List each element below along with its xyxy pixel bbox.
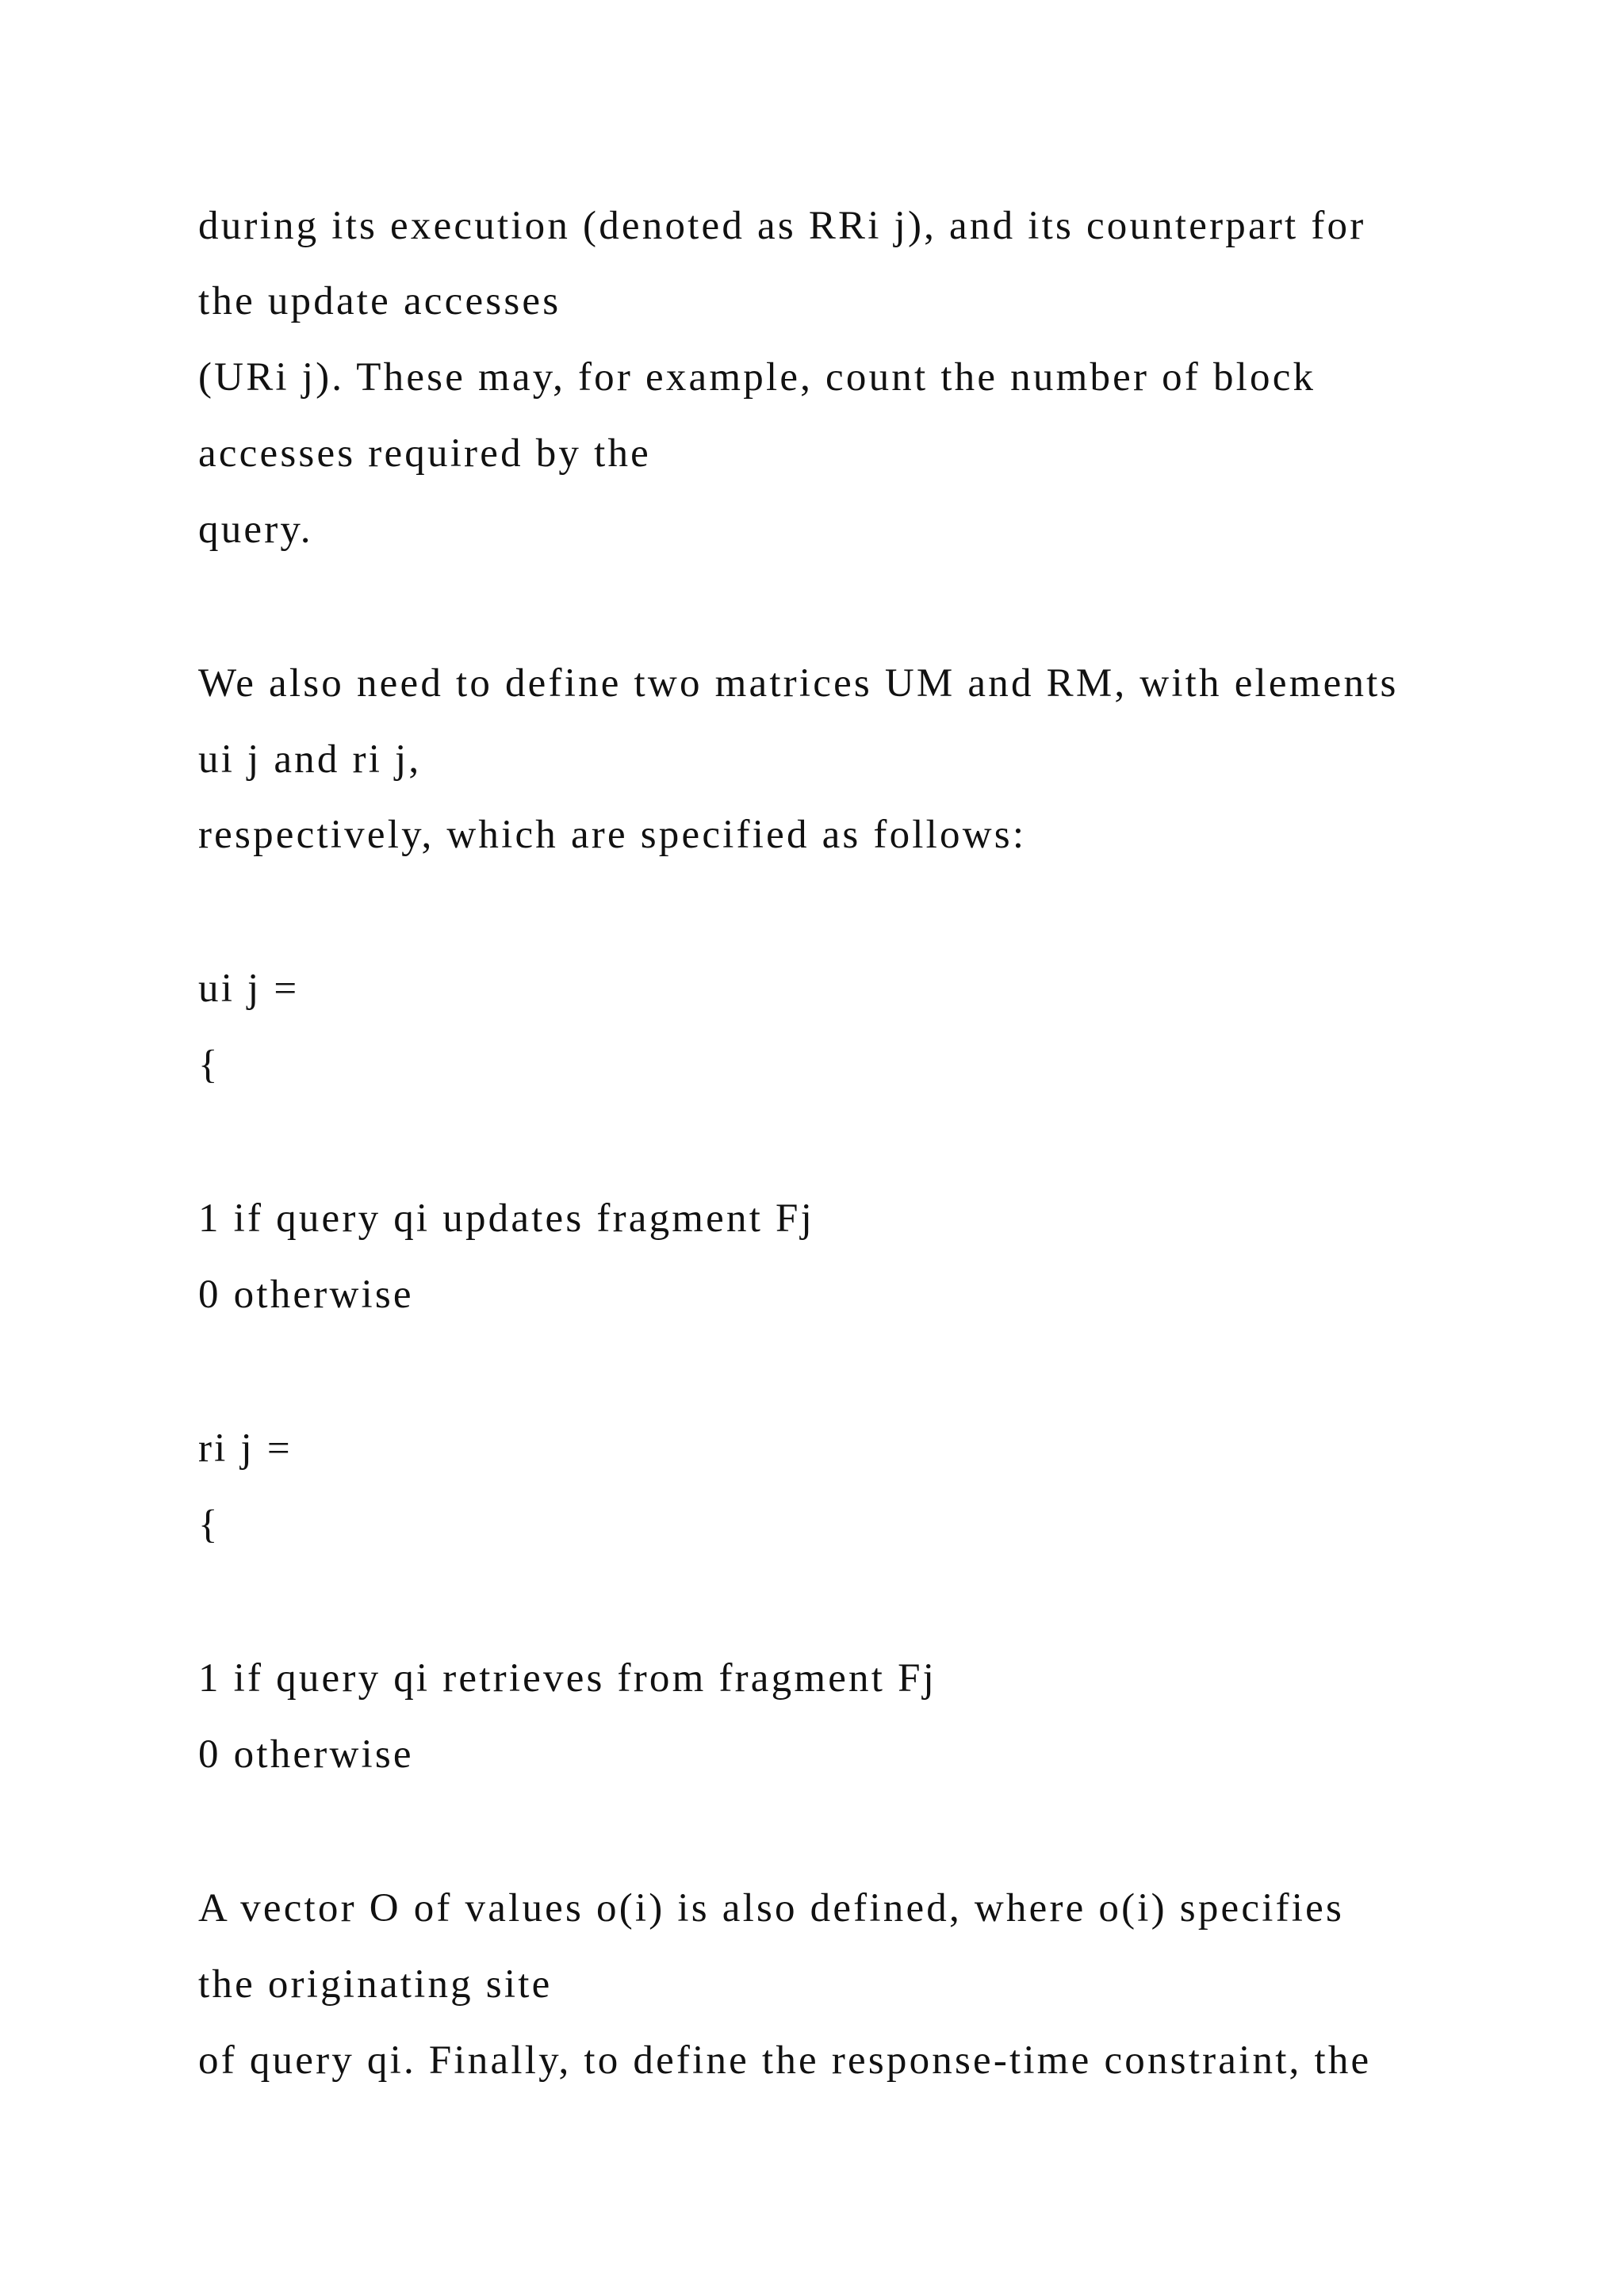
text-line: during its execution (denoted as RRi j), and its counterpart for xyxy=(198,204,1366,248)
text-line: respectively, which are specified as follows: xyxy=(198,813,1027,857)
text-line: 0 otherwise xyxy=(198,1272,414,1317)
text-line: 0 otherwise xyxy=(198,1732,414,1777)
text-line: the update accesses xyxy=(198,279,561,323)
text-line: the originating site xyxy=(198,1962,553,2007)
text-line: We also need to define two matrices UM and RM, with elements xyxy=(198,661,1399,706)
text-line: 1 if query qi retrieves from fragment Fj xyxy=(198,1656,937,1701)
text-line: ui j and ri j, xyxy=(198,737,422,782)
text-line: { xyxy=(198,1043,220,1087)
text-line: (URi j). These may, for example, count the number of block xyxy=(198,355,1316,400)
text-line: of query qi. Finally, to define the response-time constraint, the xyxy=(198,2038,1372,2083)
text-line: { xyxy=(198,1502,220,1547)
text-line: ui j = xyxy=(198,966,300,1011)
text-line: A vector O of values o(i) is also defined, where o(i) specifies xyxy=(198,1886,1345,1931)
text-line: ri j = xyxy=(198,1426,293,1471)
text-line: 1 if query qi updates fragment Fj xyxy=(198,1196,814,1241)
text-line: accesses required by the xyxy=(198,431,651,476)
text-line: query. xyxy=(198,507,313,552)
